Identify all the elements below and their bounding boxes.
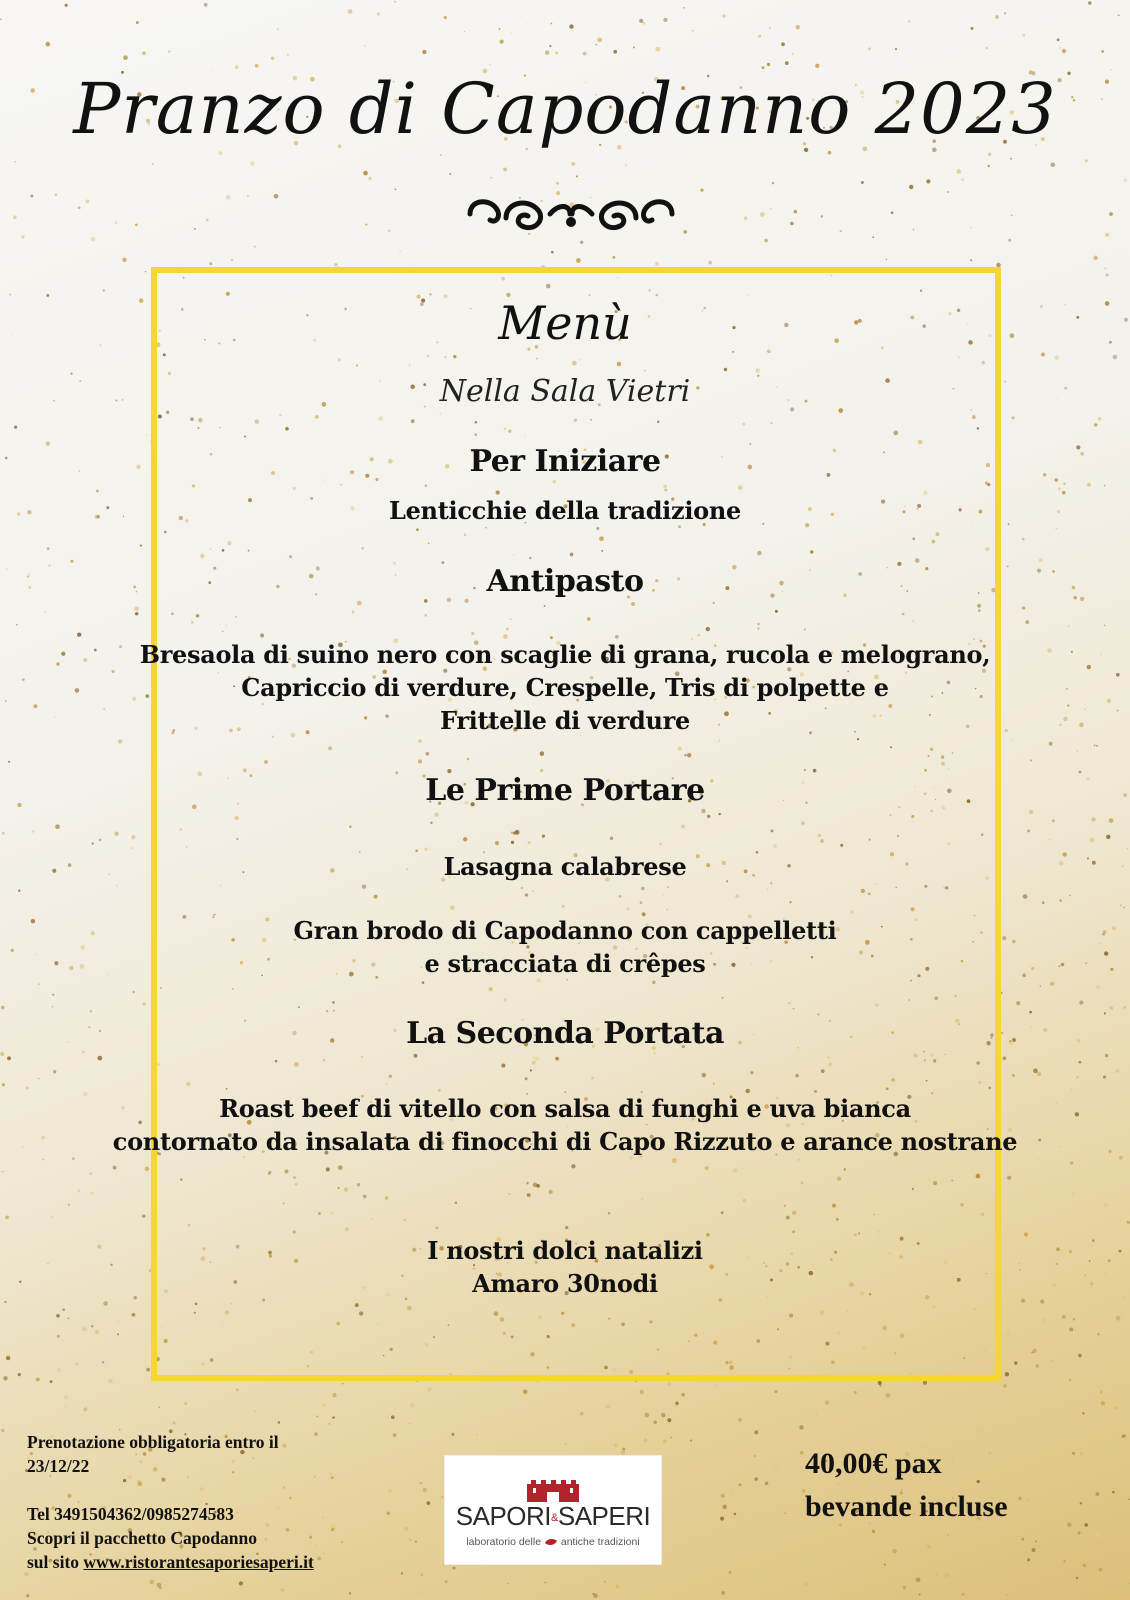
menu-frame [151,267,1001,1381]
ornament-swirl-icon [466,188,676,240]
menu-heading: Menù [498,296,632,350]
logo-amp: & [551,1512,558,1525]
website-prefix: sul sito [27,1552,84,1572]
menu-closing-item: I nostri dolci natalizi [427,1236,703,1265]
section-title-seconda-portata: La Seconda Portata [406,1016,724,1051]
page-title: Pranzo di Capodanno 2023 [73,68,1057,150]
section-title-prime-portare: Le Prime Portare [425,773,705,808]
menu-item: e stracciata di crêpes [424,949,706,978]
menu-closing-item: Amaro 30nodi [472,1269,658,1298]
restaurant-logo [444,1455,662,1565]
castle-tower-icon [523,1468,583,1504]
menu-item: Capriccio di verdure, Crespelle, Tris di polpette e [241,673,889,702]
menu-item: Gran brodo di Capodanno con cappelletti [293,916,837,945]
menu-subheading: Nella Sala Vietri [439,374,691,409]
section-title-per-iniziare: Per Iniziare [469,444,661,479]
booking-date: 23/12/22 [27,1456,90,1476]
price-amount: 40,00€ pax [805,1447,942,1480]
website-line [27,1550,314,1574]
pepper-icon [544,1537,558,1547]
logo-tagline-right: antiche tradizioni [560,1536,640,1548]
logo-name-right: SAPERI [557,1501,651,1531]
booking-deadline: Prenotazione obbligatoria entro il [27,1432,279,1452]
footer-contacts [27,1430,314,1574]
price-box [805,1442,1008,1528]
logo-name [445,1501,661,1532]
phone-numbers: Tel 3491504362/0985274583 [27,1504,234,1524]
menu-item: Roast beef di vitello con salsa di funghi e uva bianca [219,1094,911,1123]
menu-item: contornato da insalata di finocchi di Capo Rizzuto e arance nostrane [112,1127,1018,1156]
menu-item: Frittelle di verdure [440,706,690,735]
price-note: bevande incluse [805,1490,1008,1523]
logo-tagline [445,1536,661,1548]
logo-name-left: SAPORI [455,1501,552,1531]
promo-text: Scopri il pacchetto Capodanno [27,1528,257,1548]
menu-item: Lenticchie della tradizione [389,496,741,525]
website-link[interactable]: www.ristorantesaporiesaperi.it [83,1552,314,1572]
menu-item: Lasagna calabrese [443,852,687,881]
menu-item: Bresaola di suino nero con scaglie di grana, rucola e melograno, [139,640,991,669]
logo-tagline-left: laboratorio delle [466,1536,542,1548]
section-title-antipasto: Antipasto [486,564,644,599]
